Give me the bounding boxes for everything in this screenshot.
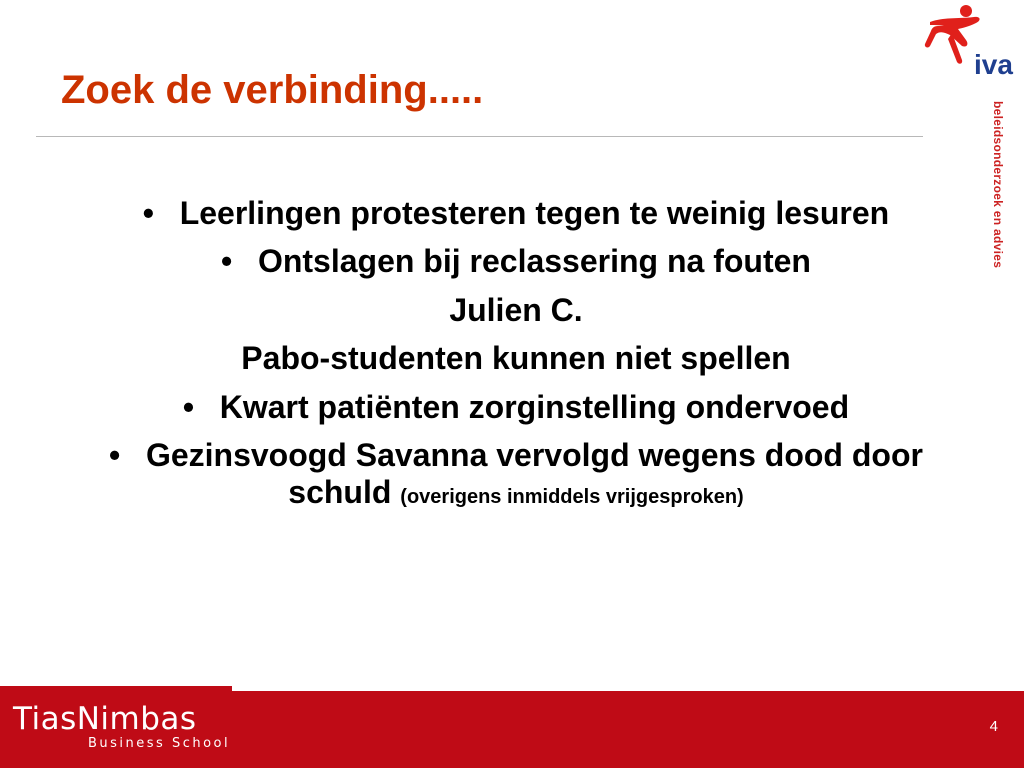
- list-item: [96, 195, 936, 231]
- bullet-list: [96, 195, 936, 510]
- logo-text: iva: [974, 49, 1013, 80]
- list-item: [96, 243, 936, 279]
- tiasnimbas-logo: [13, 701, 230, 751]
- list-item: [96, 340, 936, 376]
- list-item: [96, 389, 936, 425]
- list-item: [96, 437, 936, 510]
- page-number: 4: [989, 718, 998, 735]
- item-text: Gezinsvoogd Savanna vervolgd wegens dood door schuld: [145, 437, 923, 510]
- brand-subtitle: Business School: [88, 736, 231, 751]
- item-text: Pabo-studenten kunnen niet spellen: [241, 340, 791, 377]
- item-text: Ontslagen bij reclassering na fouten: [257, 243, 811, 280]
- item-text: Kwart patiënten zorginstelling ondervoed: [219, 388, 850, 425]
- title-divider: [36, 136, 923, 137]
- logo-tagline-text: beleidsonderzoek en advies: [991, 101, 1005, 269]
- item-note: (overigens inmiddels vrijgesproken): [400, 485, 744, 508]
- slide-title: Zoek de verbinding.....: [61, 68, 484, 112]
- list-item: [96, 292, 936, 328]
- item-text: Leerlingen protesteren tegen te weinig lesuren: [179, 195, 890, 231]
- item-text: Julien C.: [449, 291, 583, 328]
- logo-tagline: [990, 101, 1020, 297]
- slide-content: [96, 195, 936, 522]
- brand-name: TiasNimbas: [13, 701, 197, 737]
- running-figure-icon: [922, 2, 1022, 80]
- iva-logo: [922, 2, 1022, 80]
